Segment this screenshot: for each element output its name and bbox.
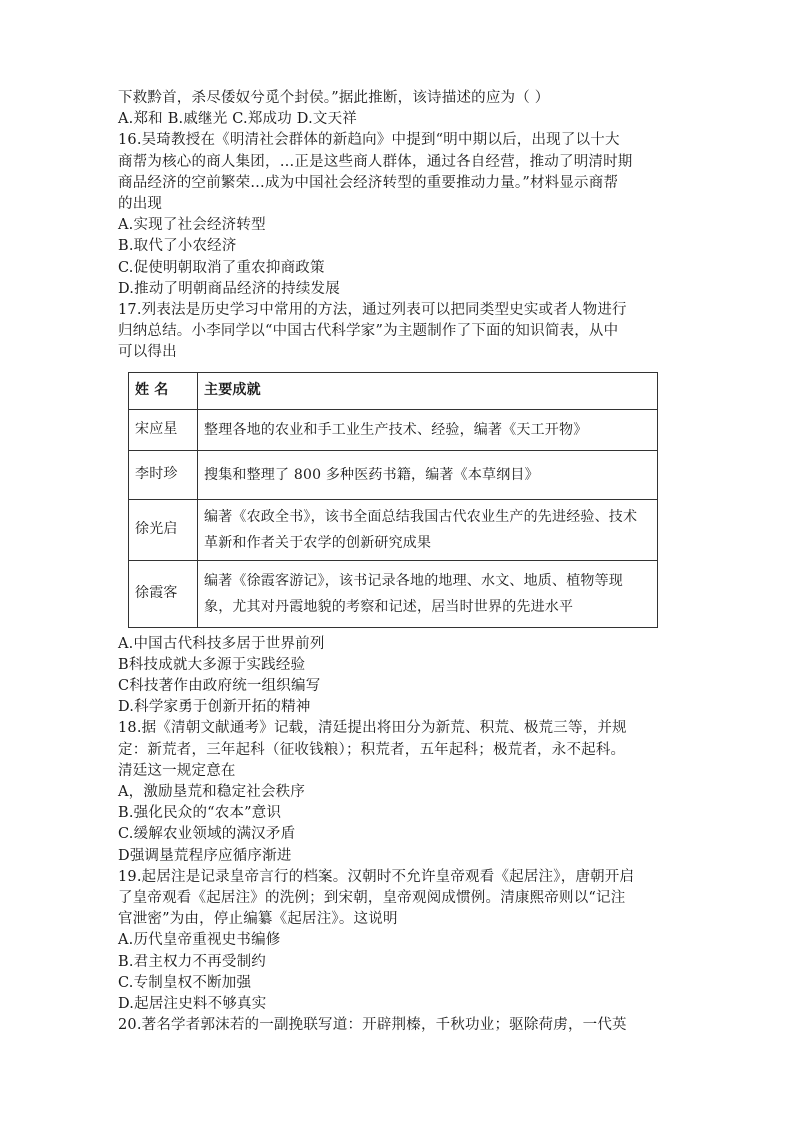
question-15 xyxy=(118,88,678,130)
question-17-option-c: C科技著作由政府统一组织编写 xyxy=(118,678,321,695)
scientist-achievement: 编著《徐霞客游记》，该书记录各地的地理、水文、地质、植物等现象，尤其对丹霞地貌的考察和记述，居当时世界的先进水平 xyxy=(198,560,658,627)
question-16-stem-line: 的出现 xyxy=(118,196,163,213)
question-18-stem-line: 定：新荒者，三年起科（征收钱粮）；积荒者，五年起科；极荒者，永不起科。 xyxy=(118,741,626,758)
question-16-option-b: B.取代了小农经济 xyxy=(118,238,237,255)
question-18 xyxy=(118,718,678,866)
scientist-achievement: 编著《农政全书》，该书全面总结我国古代农业生产的先进经验、技术革新和作者关于农学的创新研究成果 xyxy=(198,499,658,560)
question-19-option-c: C.专制皇权不断加强 xyxy=(118,974,252,991)
question-18-stem-line: 18.据《清朝文献通考》记载，清廷提出将田分为新荒、积荒、极荒三等，并规 xyxy=(118,720,627,737)
question-17-stem-line: 归纳总结。小李同学以“中国古代科学家”为主题制作了下面的知识简表，从中 xyxy=(118,323,619,340)
question-20 xyxy=(118,1015,678,1036)
scientist-achievement: 整理各地的农业和手工业生产技术、经验，编著《天工开物》 xyxy=(198,409,658,450)
question-18-option-c: C.缓解农业领域的满汉矛盾 xyxy=(118,826,296,843)
question-content xyxy=(118,88,678,1037)
question-17 xyxy=(118,300,678,718)
question-16 xyxy=(118,130,678,300)
question-19-stem-line: 了皇帝观看《起居注》的洗例；到宋朝，皇帝观阅成惯例。清康熙帝则以“记注 xyxy=(118,890,626,907)
question-18-option-d: D强调垦荒程序应循序渐进 xyxy=(118,847,292,864)
question-16-option-c: C.促使明朝取消了重农抑商政策 xyxy=(118,259,325,276)
scientist-achievement: 搜集和整理了 800 多种医药书籍，编著《本草纲目》 xyxy=(198,450,658,499)
scientist-name: 李时珍 xyxy=(129,450,198,499)
question-16-stem-line: 商品经济的空前繁荣…成为中国社会经济转型的重要推动力量。”材料显示商帮 xyxy=(118,174,619,191)
table-row xyxy=(129,409,658,450)
question-18-option-b: B.强化民众的“农本”意识 xyxy=(118,805,282,822)
question-16-stem-line: 16.吴琦教授在《明清社会群体的新趋向》中提到“明中期以后，出现了以十大 xyxy=(118,132,620,149)
table-row xyxy=(129,450,658,499)
question-16-option-a: A.实现了社会经济转型 xyxy=(118,217,266,234)
question-17-option-a: A.中国古代科技多居于世界前列 xyxy=(118,635,325,652)
question-16-option-d: D.推动了明朝商品经济的持续发展 xyxy=(118,280,340,297)
table-row xyxy=(129,560,658,627)
question-19-option-a: A.历代皇帝重视史书编修 xyxy=(118,932,281,949)
question-17-stem-line: 17.列表法是历史学习中常用的方法，通过列表可以把同类型史实或者人物进行 xyxy=(118,302,627,319)
question-16-stem-line: 商帮为核心的商人集团，…正是这些商人群体，通过各自经营，推动了明清时期 xyxy=(118,153,633,170)
question-18-option-a: A，激励垦荒和稳定社会秩序 xyxy=(118,784,306,801)
question-19 xyxy=(118,867,678,1015)
question-17-option-b: B科技成就大多源于实践经验 xyxy=(118,656,306,673)
question-17-option-d: D.科学家勇于创新开拓的精神 xyxy=(118,699,311,716)
scientist-table xyxy=(128,372,658,628)
question-20-stem: 20.著名学者郭沫若的一副挽联写道：开辟荆榛，千秋功业；驱除荷虏，一代英 xyxy=(118,1017,627,1034)
question-19-option-d: D.起居注史料不够真实 xyxy=(118,996,267,1013)
question-15-stem: 下救黔首，杀尽倭奴兮觅个封侯。”据此推断，该诗描述的应为（ ） xyxy=(118,90,550,106)
question-19-stem-line: 19.起居注是记录皇帝言行的档案。汉朝时不允许皇帝观看《起居注》，唐朝开启 xyxy=(118,868,635,885)
scientist-name: 徐光启 xyxy=(129,499,198,560)
question-18-stem-line: 清廷这一规定意在 xyxy=(118,762,236,779)
scientist-name: 宋应星 xyxy=(129,409,198,450)
scientist-table-container xyxy=(128,372,658,628)
header-achievement: 主要成就 xyxy=(198,372,658,409)
header-name: 姓 名 xyxy=(129,372,198,409)
table-header-row xyxy=(129,372,658,409)
question-19-option-b: B.君主权力不再受制约 xyxy=(118,953,266,970)
question-17-stem-line: 可以得出 xyxy=(118,344,177,361)
table-row xyxy=(129,499,658,560)
question-19-stem-line: 官泄密”为由，停止编纂《起居注》。这说明 xyxy=(118,911,398,928)
scientist-name: 徐霞客 xyxy=(129,560,198,627)
question-15-options: A.郑和 B.戚继光 C.郑成功 D.文天祥 xyxy=(118,111,357,128)
